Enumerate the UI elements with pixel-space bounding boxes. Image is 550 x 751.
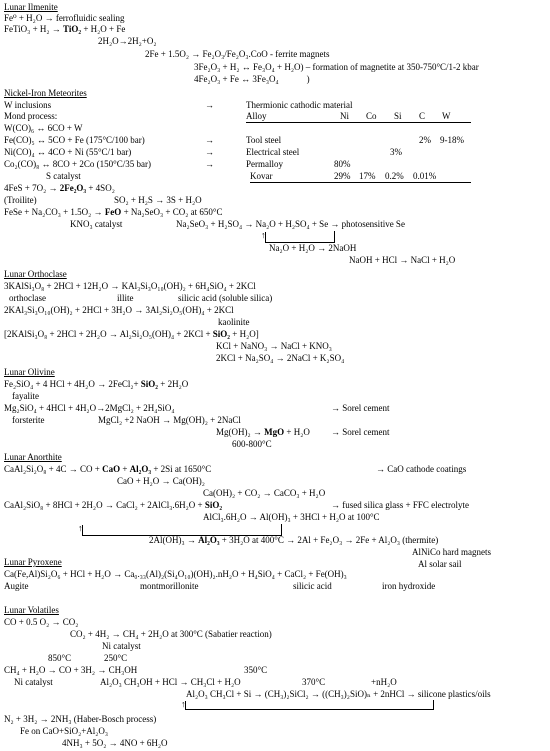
haber-bosch: N₂ + 3H₂ → 2NH₃ (Haber-Bosch process) [4,714,157,724]
volatiles-line-1: CO + 0.5 O₂ → CO₂ [4,617,79,627]
tool-steel: Tool steel [246,135,282,145]
fayalite-note: fayalite [12,391,39,401]
anorthite-line-3: Ca(OH)₂ + CO₂ → CaCO₃ + H₂O [203,488,326,498]
solar-sail: Al solar sail [418,559,462,569]
troilite-label: (Troilite) [4,195,37,205]
fese-reaction: FeSe + Na₂CO₃ + 1.5O₂ → FeO + Na₂SeO₃ + CO₂ at 650°C [4,207,223,217]
heading-olivine: Lunar Olivine [4,367,55,377]
kovar-si: 0.2% [385,171,404,181]
na2seo3-reaction: Na₂SeO₃ + H₂SO₄ → Na₂O + H₂SO₄ + Se → photosensitive Se [176,219,405,229]
kno3-catalyst: KNO₃ catalyst [70,219,123,229]
heading-orthoclase: Lunar Orthoclase [4,269,67,279]
methanol-reaction: CH₄ + H₂O → CO + 3H₂ → CH₃OH [4,665,138,675]
alloy-col-alloy: Alloy [246,111,267,121]
ilmenite-line-6: 4Fe₂O₃ + Fe ↔ 3Fe₃O₄ ) [194,74,310,84]
olivine-line-4: Mg(OH)₂ → MgO + H₂O [216,427,310,437]
volatiles-up-arrow: ↑ [181,699,186,709]
tool-steel-c: 2% [419,135,431,145]
silicic-acid-note: silicic acid (soluble silica) [178,293,273,303]
s-catalyst: S catalyst [46,171,81,181]
kovar: Kovar [250,171,273,181]
ostwald-reaction: 4NH₃ + 5O₂ → 4NO + 6H₂O [62,738,168,748]
alloy-col-c: C [419,111,426,121]
cathode-coatings: → CaO cathode coatings [376,464,467,474]
recycle-line-right [334,231,335,242]
kovar-c: 0.01% [413,171,437,181]
anorthite-line-6: 2Al(OH)₃ → Al₂O₃ + 3H₂O at 400°C → 2Al + Fe₂O₃ → 2Fe + Al₂O₃ (thermite) [149,535,439,545]
kovar-ni: 29% [334,171,351,181]
ni-catalyst-1: Ni catalyst [102,641,141,651]
temp-370: 370°C [302,677,326,687]
methyl-chloride-reaction: Al₂O₃ CH₃OH + HCl → CH₃Cl + H₂O [100,677,241,687]
olivine-line-1: Fe₂SiO₄ + 4 HCl + 4H₂O → 2FeCl₂+ SiO₂ + 2H₂O [4,379,189,389]
haber-catalyst: Fe on CaO+SiO₂+Al₂O₃ [20,726,109,736]
kovar-co: 17% [359,171,376,181]
nh2o-note: +nH₂O [371,677,397,687]
iron-hydroxide-note: iron hydroxide [382,581,436,591]
anorthite-line-4: CaAl₂SiO₈ + 8HCl + 2H₂O → CaCl₂ + 2AlCl₃.6H₂O + SiO₂ [4,500,223,510]
sorel-cement-1: → Sorel cement [331,403,390,413]
mond-process-label: Mond process: [4,111,58,121]
na2o-reaction: Na₂O + H₂O → 2NaOH [269,243,357,253]
sorel-cement-2: → Sorel cement [331,427,390,437]
orthoclase-line-2: 2KAl₃Si₃O₁₀(OH)₂ + 2HCl + 3H₂O → 3Al₂Si₂O₅(OH)₄ + 2KCl [4,305,234,315]
anorthite-line-2: CaO + H₂O → Ca(OH)₂ [117,476,205,486]
orthoclase-line-3: [2KAlSi₃O₈ + 2HCl + 2H₂O → Al₂Si₂O₅(OH)₄ + 2KCl + SiO₂ + H₂O] [4,329,259,339]
alloy-header-underline [246,122,471,123]
permalloy-ni: 80% [334,159,351,169]
forsterite-note: forsterite [12,415,45,425]
heading-pyroxene: Lunar Pyroxene [4,557,62,567]
ilmenite-line-4: 2Fe + 1.5O₂ → Fe₂O₃/Fe₂O₃.CoO - ferrite magnets [145,49,330,59]
ni-catalyst-2: Ni catalyst [14,677,53,687]
meteorites-w-inclusions: W inclusions [4,100,52,110]
arrow-electrical-steel: → [205,147,214,157]
silicone-reaction: Al₂O₃ CH₃Cl + Si → (CH₃)₂SiCl₂ → ((CH₃)₂SiO)ₙ + 2nHCl → silicone plastics/oils [186,689,491,699]
mond-reaction-w: W(CO)₆ ↔ 6CO + W [4,123,83,133]
mond-reaction-ni: Ni(CO)₄ ↔ 4CO + Ni (55°C/1 bar) [4,147,132,157]
heading-volatiles: Lunar Volatiles [4,605,59,615]
arrow-w: → [205,100,214,110]
permalloy: Permalloy [246,159,283,169]
mond-reaction-co: Co₂(CO)₈ ↔ 8CO + 2Co (150°C/35 bar) [4,159,151,169]
fused-silica-output: → fused silica glass + FFC electrolyte [331,500,470,510]
electrical-steel: Electrical steel [246,147,300,157]
heading-ilmenite: Lunar Ilmenite [4,2,58,12]
alnico-magnets: AlNiCo hard magnets [412,547,491,557]
alloy-col-w: W [442,111,451,121]
ilmenite-line-5: 3Fe₂O₃ + H₂ ↔ Fe₃O₄ + H₂O) – formation of magnetite at 350-750°C/1-2 kbar [194,62,479,72]
kovar-underline [250,182,471,183]
arrow-tool-steel: → [205,135,214,145]
alloy-col-ni: Ni [340,111,349,121]
anorthite-up-arrow: ↑ [78,523,83,533]
temp-850: 850°C [48,653,72,663]
orthoclase-line-1: 3KAlSi₃O₈ + 2HCl + 12H₂O → KAl₃Si₃O₁₀(OH)₂ + 6H₄SiO₄ + 2KCl [4,281,256,291]
ilmenite-line-1: Fe⁰ + H₂O → ferrofluidic sealing [4,13,125,23]
temp-250: 250°C [104,653,128,663]
fes-reaction: 4FeS + 7O₂ → 2Fe₂O₃ + 4SO₂ [4,183,115,193]
thermionic-output: Thermionic cathodic material [246,100,353,110]
so2-reaction: SO₂ + H₂S → 3S + H₂O [114,195,202,205]
temperature-note: 600-800°C [232,439,272,449]
ilmenite-line-3: 2H₂O→2H₂+O₂ [98,36,157,46]
ilmenite-line-2: FeTiO₃ + H₂ → TiO₂ + H₂O + Fe [4,24,126,34]
anorthite-line-1: CaAl₂Si₂O₈ + 4C → CO + CaO + Al₂O₃ + 2Si at 1650°C [4,464,212,474]
naoh-reaction: NaOH + HCl → NaCl + H₂O [349,255,456,265]
montmorillonite-note: montmorillonite [140,581,199,591]
heading-anorthite: Lunar Anorthite [4,452,62,462]
pyroxene-silicic-acid-note: silicic acid [293,581,332,591]
sabatier-reaction: CO₂ + 4H₂ → CH₄ + 2H₂O at 300°C (Sabatier reaction) [70,629,272,639]
illite-note: illite [117,293,134,303]
volatiles-loop-horizontal [185,709,434,710]
alloy-col-si: Si [394,111,402,121]
olivine-line-3: MgCl₂ +2 NaOH → Mg(OH)₂ + 2NaCl [98,415,241,425]
electrical-steel-si: 3% [390,147,402,157]
anorthite-line-5: AlCl₃.6H₂O → Al(OH)₃ + 3HCl + H₂O at 100°C [203,512,380,522]
augite-note: Augite [4,581,29,591]
orthoclase-line-5: 2KCl + Na₂SO₄ → 2NaCl + K₂SO₄ [216,353,345,363]
mond-reaction-fe: Fe(CO)₅ ↔ 5CO + Fe (175°C/100 bar) [4,135,145,145]
pyroxene-line-1: Ca(Fe,Al)Si₂O₆ + HCl + H₂O → Ca₀.₃₃(Al)₂(Si₄O₁₀)(OH)₂.nH₂O + H₄SiO₄ + CaCl₂ + Fe(OH)₃ [4,569,347,579]
temp-350: 350°C [244,665,268,675]
heading-meteorites: Nickel-Iron Meteorites [4,88,87,98]
volatiles-loop-right [433,700,434,709]
anorthite-loop-right [281,524,282,535]
kaolinite-note: kaolinite [218,317,250,327]
orthoclase-line-4: KCl + NaNO₃ → NaCl + KNO₃ [216,341,332,351]
tool-steel-w: 9-18% [440,135,464,145]
arrow-permalloy: → [205,159,214,169]
recycle-up-arrow: ↑ [261,230,266,240]
orthoclase-note-1: orthoclase [9,293,46,303]
olivine-line-2: Mg₂SiO₄ + 4HCl + 4H₂O→2MgCl₂ + 2H₄SiO₄ [4,403,175,413]
alloy-col-co: Co [366,111,377,121]
